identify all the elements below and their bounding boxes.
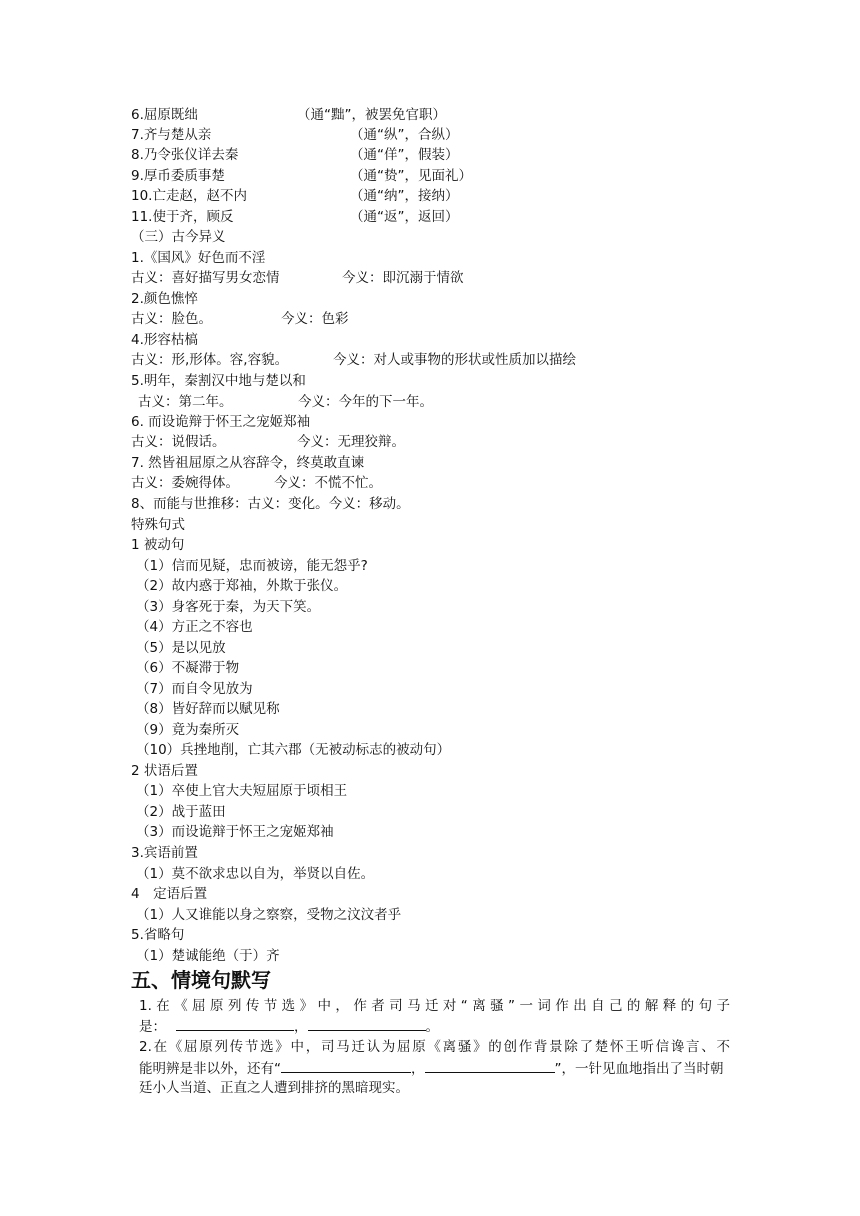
sentence-item: （7）而自令见放为	[136, 681, 253, 697]
sentence-item: （5）是以见放	[136, 640, 226, 656]
gujin-title: 5.明年，秦割汉中地与楚以和	[131, 373, 306, 389]
sentence-item: （2）战于蓝田	[136, 804, 226, 820]
sentence-item: （1）卒使上官大夫短屈原于顷相王	[136, 783, 348, 799]
gujin-title: 2.颜色憔悴	[131, 291, 198, 307]
gujin-jin: 今义：对人或事物的形状或性质加以描绘	[333, 352, 576, 368]
section-heading-teshu: 特殊句式	[131, 517, 185, 533]
question-1-prefix: 是：	[139, 1019, 166, 1035]
gujin-title: 1.《国风》好色而不淫	[131, 250, 266, 266]
tongjia-word: 10.亡走赵，赵不内	[131, 188, 247, 204]
question-2-suffix: ”，一针见血地指出了当时朝	[554, 1061, 724, 1077]
sentence-item: （3）身客死于秦，为天下笑。	[136, 599, 321, 615]
gujin-jin: 今义：不慌不忙。	[274, 475, 382, 491]
sentence-item: （1）莫不欲求忠以自为，举贤以自佐。	[136, 866, 375, 882]
answer-blank[interactable]	[176, 1016, 294, 1031]
question-2-separator: ，	[411, 1061, 425, 1077]
answer-blank[interactable]	[425, 1058, 555, 1073]
section-heading-five: 五、情境句默写	[131, 968, 271, 992]
question-1-end: 。	[425, 1019, 439, 1035]
gujin-jin: 今义：无理狡辩。	[297, 434, 405, 450]
tongjia-note: （通“返”，返回）	[350, 209, 459, 225]
question-2-line-3: 廷小人当道、正直之人遭到排挤的黑暗现实。	[139, 1080, 409, 1096]
question-2-line-1: 2.在《屈原列传节选》中，司马迁认为屈原《离骚》的创作背景除了楚怀王听信谗言、不	[139, 1039, 730, 1055]
question-1-line-1: 1.在《屈原列传节选》中，作者司马迁对“离骚”一词作出自己的解释的句子	[139, 998, 730, 1014]
sentence-item: （1）信而见疑，忠而被谤，能无怨乎?	[136, 558, 368, 574]
sentence-item: （8）皆好辞而以赋见称	[136, 701, 280, 717]
tongjia-word: 8.乃令张仪详去秦	[131, 147, 239, 163]
tongjia-word: 11.使于齐，顾反	[131, 209, 234, 225]
sentence-item: （1）楚诚能绝（于）齐	[136, 948, 280, 964]
sentence-item: （6）不凝滞于物	[136, 660, 240, 676]
question-2-line-2	[139, 1058, 724, 1078]
tongjia-word: 6.屈原既绌	[131, 107, 198, 123]
gujin-jin: 今义：即沉溺于情欲	[342, 270, 464, 286]
gujin-gu: 古义：脸色。	[131, 311, 212, 327]
tongjia-word: 9.厚币委质事楚	[131, 168, 225, 184]
subheading-beidong: 1 被动句	[131, 537, 185, 553]
gujin-gu: 古义：形,形体。容,容貌。	[131, 352, 289, 368]
gujin-item-8: 8、而能与世推移：古义：变化。今义：移动。	[131, 496, 410, 512]
question-1-separator: ，	[294, 1019, 308, 1035]
gujin-gu: 古义：喜好描写男女恋情	[131, 270, 280, 286]
subheading-shenglue: 5.省略句	[131, 927, 185, 943]
sentence-item: （1）人又谁能以身之察察，受物之汶汶者乎	[136, 907, 402, 923]
sentence-item: （3）而设诡辩于怀王之宠姬郑袖	[136, 824, 334, 840]
gujin-title: 7. 然皆祖屈原之从容辞令，终莫敢直谏	[131, 455, 365, 471]
tongjia-note: （通“黜”，被罢免官职）	[297, 107, 446, 123]
sentence-item: （10）兵挫地削，亡其六郡（无被动标志的被动句）	[136, 742, 451, 758]
tongjia-note: （通“贽”，见面礼）	[350, 168, 472, 184]
subheading-zhuangyu: 2 状语后置	[131, 763, 198, 779]
sentence-item: （4）方正之不容也	[136, 619, 253, 635]
gujin-title: 6. 而设诡辩于怀王之宠姬郑袖	[131, 414, 311, 430]
gujin-jin: 今义：色彩	[281, 311, 349, 327]
sentence-item: （9）竟为秦所灭	[136, 722, 240, 738]
tongjia-note: （通“纵”，合纵）	[350, 127, 459, 143]
question-2-prefix: 能明辨是非以外，还有“	[139, 1061, 281, 1077]
answer-blank[interactable]	[281, 1058, 411, 1073]
gujin-gu: 古义：说假话。	[131, 434, 226, 450]
sentence-item: （2）故内惑于郑袖，外欺于张仪。	[136, 578, 348, 594]
section-heading-gujin: （三）古今异义	[131, 229, 226, 245]
tongjia-note: （通“佯”，假装）	[350, 147, 459, 163]
subheading-dingyu: 4 定语后置	[131, 886, 208, 902]
tongjia-note: （通“纳”，接纳）	[350, 188, 459, 204]
question-1-line-2	[139, 1016, 439, 1036]
gujin-jin: 今义：今年的下一年。	[298, 394, 433, 410]
tongjia-word: 7.齐与楚从亲	[131, 127, 212, 143]
subheading-binyu: 3.宾语前置	[131, 845, 198, 861]
gujin-gu: 古义：委婉得体。	[131, 475, 239, 491]
gujin-gu: 古义：第二年。	[138, 394, 233, 410]
tongjia-item	[131, 105, 198, 125]
answer-blank[interactable]	[308, 1016, 426, 1031]
gujin-title: 4.形容枯槁	[131, 332, 198, 348]
